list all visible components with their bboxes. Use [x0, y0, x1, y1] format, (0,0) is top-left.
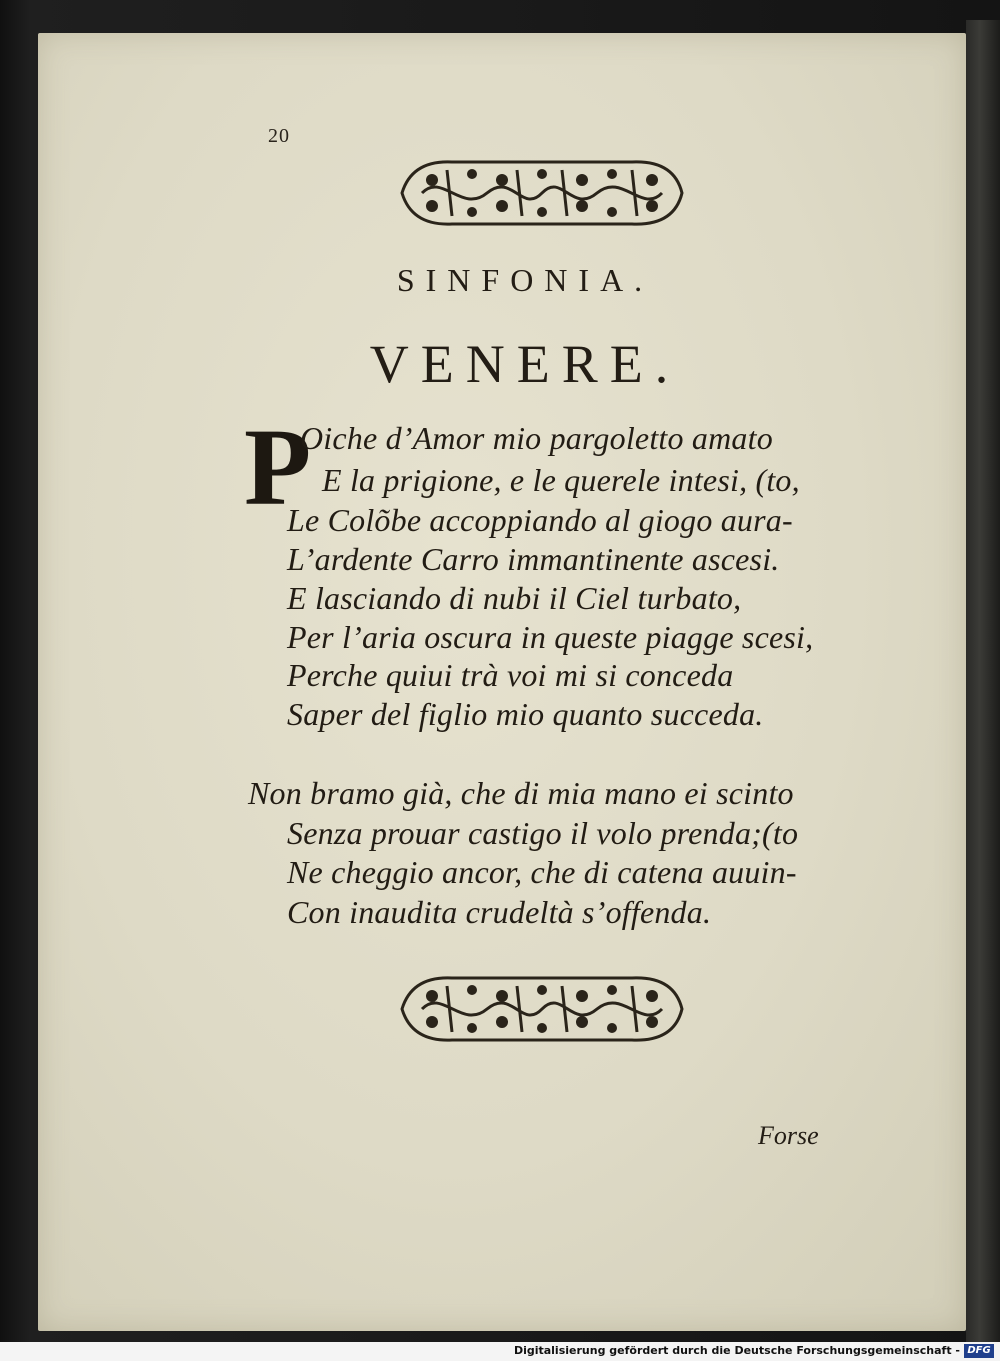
verse-line: E la prigione, e le querele intesi, (to, — [322, 462, 800, 498]
verse-line: Oiche d’Amor mio pargoletto amato — [300, 420, 773, 456]
verse-line: Ne cheggio ancor, che di catena auuin- — [287, 854, 797, 890]
drop-cap: P — [244, 406, 312, 528]
dfg-logo-icon: DFG — [964, 1344, 994, 1358]
verse-line: Le Colõbe accoppiando al giogo aura- — [287, 502, 793, 538]
verse-line: L’ardente Carro immantinente ascesi. — [287, 541, 780, 577]
speaker-title: VENERE. — [369, 334, 681, 394]
verse-line: Senza prouar castigo il volo prenda;(to — [287, 815, 799, 851]
ornament-bottom-icon — [392, 968, 692, 1050]
verse-line: Con inaudita crudeltà s’offenda. — [287, 894, 712, 930]
page-number: 20 — [268, 125, 290, 147]
verse-line: E lasciando di nubi il Ciel turbato, — [287, 580, 742, 616]
footer-credit: Digitalisierung gefördert durch die Deutsche Forschungsgemeinschaft - — [513, 1344, 960, 1357]
verse-line: Saper del figlio mio quanto succeda. — [287, 696, 764, 732]
verse-line: Perche quiui trà voi mi si conceda — [287, 657, 734, 693]
verse-line: Non bramo già, che di mia mano ei scinto — [248, 775, 794, 811]
section-title: SINFONIA. — [396, 262, 654, 298]
book-spine — [966, 20, 1000, 1342]
ornament-top-icon — [392, 152, 692, 234]
verse-line: Per l’aria oscura in queste piagge scesi, — [287, 619, 814, 655]
digitization-footer — [0, 1342, 1000, 1361]
catchword: Forse — [758, 1121, 819, 1150]
